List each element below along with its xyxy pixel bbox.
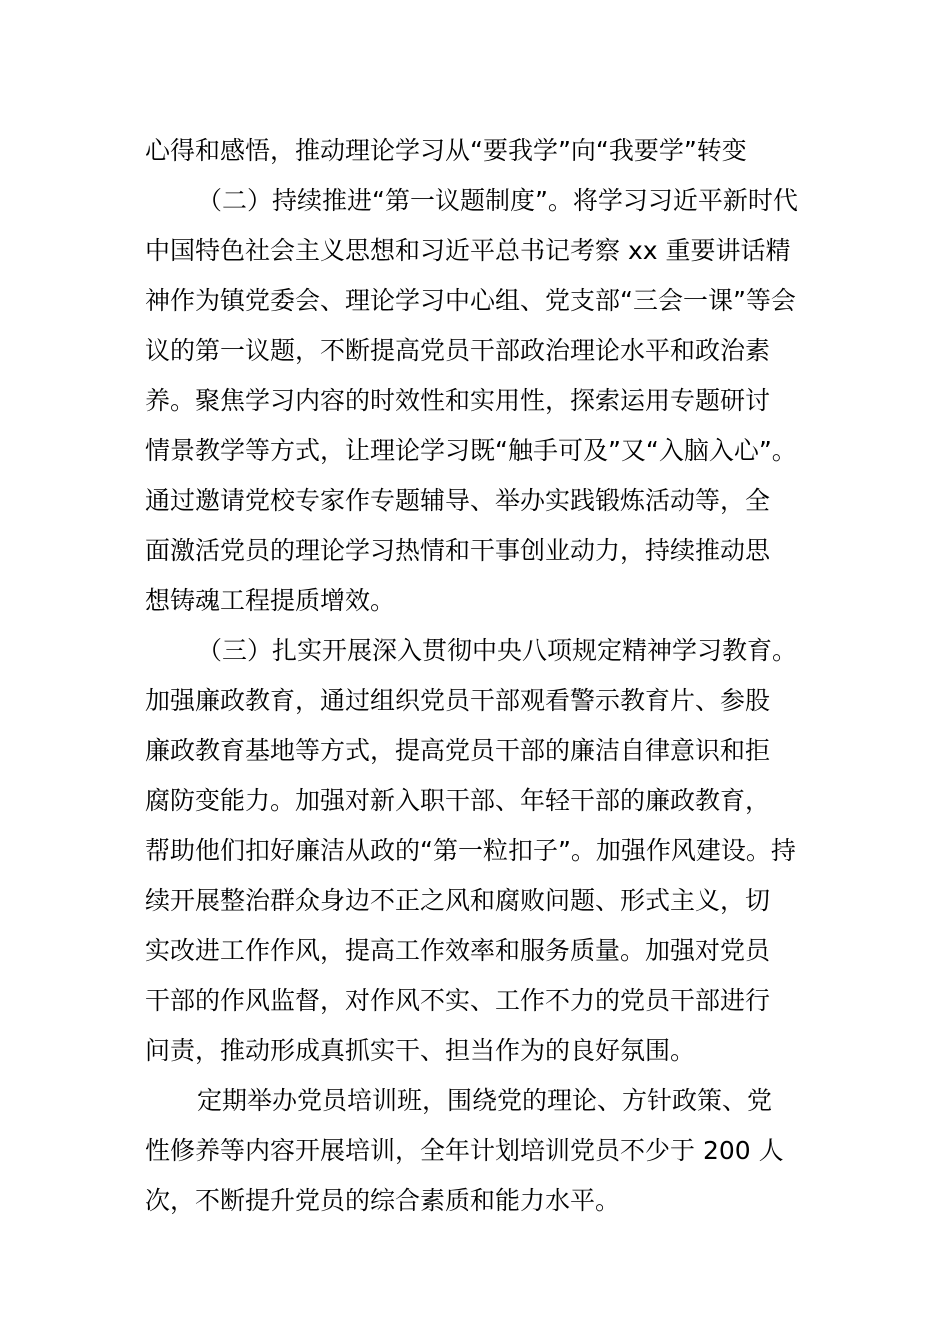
text-line: 中国特色社会主义思想和习近平总书记考察 xx 重要讲话精 [145,236,791,265]
text-line: 通过邀请党校专家作专题辅导、举办实践锻炼活动等，全 [145,486,771,515]
document-body [145,126,825,1226]
text-line: （二）持续推进“第一议题制度”。将学习习近平新时代 [197,186,798,215]
text-line: 心得和感悟，推动理论学习从“要我学”向“我要学”转变 [145,136,747,165]
text-line: 想铸魂工程提质增效。 [145,586,396,615]
text-line: 干部的作风监督，对作风不实、工作不力的党员干部进行 [145,986,771,1015]
text-line: 问责，推动形成真抓实干、担当作为的良好氛围。 [145,1036,696,1065]
text-line: 面激活党员的理论学习热情和干事创业动力，持续推动思 [145,536,771,565]
text-line: 次，不断提升党员的综合素质和能力水平。 [145,1186,621,1215]
text-line: 定期举办党员培训班，围绕党的理论、方针政策、党 [197,1086,773,1115]
text-line: 情景教学等方式，让理论学习既“触手可及”又“入脑入心”。 [145,436,797,465]
text-line: 廉政教育基地等方式，提高党员干部的廉洁自律意识和拒 [145,736,771,765]
text-line: 议的第一议题，不断提高党员干部政治理论水平和政治素 [145,336,771,365]
text-line: 神作为镇党委会、理论学习中心组、党支部“三会一课”等会 [145,286,796,315]
text-line: （三）扎实开展深入贯彻中央八项规定精神学习教育。 [197,636,798,665]
text-line: 腐防变能力。加强对新入职干部、年轻干部的廉政教育， [145,786,771,815]
text-line: 性修养等内容开展培训，全年计划培训党员不少于 200 人 [145,1136,784,1165]
text-line: 养。聚焦学习内容的时效性和实用性，探索运用专题研讨 [145,386,771,415]
text-line: 帮助他们扣好廉洁从政的“第一粒扣子”。加强作风建设。持 [145,836,796,865]
text-line: 续开展整治群众身边不正之风和腐败问题、形式主义，切 [145,886,771,915]
text-line: 加强廉政教育，通过组织党员干部观看警示教育片、参股 [145,686,771,715]
text-line: 实改进工作作风，提高工作效率和服务质量。加强对党员 [145,936,771,965]
